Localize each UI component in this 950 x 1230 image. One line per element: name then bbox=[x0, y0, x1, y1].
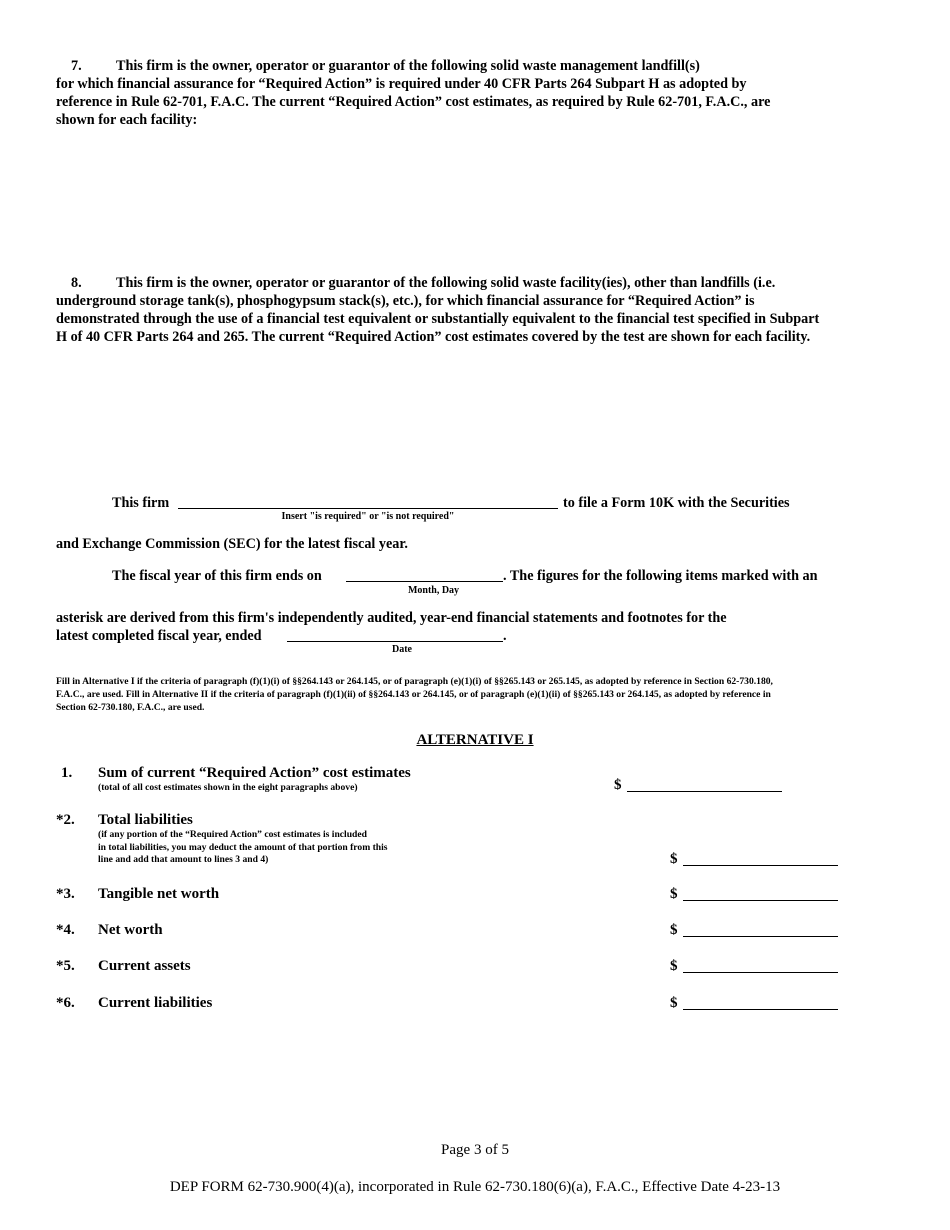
fiscal-year-line-2: asterisk are derived from this firm's independently audited, year-end financial statements and footnotes for the bbox=[56, 610, 727, 626]
paragraph-8 bbox=[56, 274, 916, 346]
item-1-amount-line[interactable] bbox=[627, 791, 782, 792]
paragraph-8-line-2: underground storage tank(s), phosphogypsum stack(s), etc.), for which financial assurance for “Required Action” is bbox=[56, 293, 755, 309]
paragraph-8-line-4: H of 40 CFR Parts 264 and 265. The current “Required Action” cost estimates covered by the test are shown for each facility. bbox=[56, 329, 811, 345]
item-1-note: (total of all cost estimates shown in the eight paragraphs above) bbox=[98, 782, 358, 793]
fiscal-year-suffix: . The figures for the following items marked with an bbox=[503, 568, 818, 584]
page-number: Page 3 of 5 bbox=[441, 1142, 509, 1158]
item-3-label: Tangible net worth bbox=[98, 886, 220, 902]
item-3-currency: $ bbox=[670, 886, 678, 902]
paragraph-7-number: 7. bbox=[71, 58, 82, 74]
paragraph-8-text: This firm is the owner, operator or guarantor of the following solid waste facility(ies), other than landfills (i.e. bbox=[116, 275, 776, 291]
paragraph-7-line-2: for which financial assurance for “Required Action” is required under 40 CFR Parts 264 Subpart H as adopted by bbox=[56, 76, 747, 92]
item-4-currency: $ bbox=[670, 922, 678, 938]
item-6-label: Current liabilities bbox=[98, 995, 213, 1011]
item-2-number: *2. bbox=[56, 812, 75, 828]
paragraph-7 bbox=[56, 57, 906, 129]
item-2-amount-line[interactable] bbox=[683, 865, 838, 866]
fiscal-year-date-caption: Date bbox=[392, 644, 412, 655]
instructions-line-2: F.A.C., are used. Fill in Alternative II if the criteria of paragraph (f)(1)(ii) of §§264.143 or 264.145, or of paragraph (e)(1)(ii) of §§265.143 or 264.145, as adopted by reference in bbox=[56, 689, 771, 700]
form-reference: DEP FORM 62-730.900(4)(a), incorporated in Rule 62-730.180(6)(a), F.A.C., Effective Date 4-23-13 bbox=[169, 1179, 781, 1195]
sec-filing-input-line[interactable] bbox=[178, 508, 558, 509]
item-2-note-line-3: line and add that amount to lines 3 and 4) bbox=[98, 854, 269, 865]
item-5-currency: $ bbox=[670, 958, 678, 974]
paragraph-8-first-line bbox=[56, 274, 916, 292]
item-2-label: Total liabilities bbox=[98, 812, 193, 828]
item-6-currency: $ bbox=[670, 995, 678, 1011]
sec-filing-prefix: This firm bbox=[112, 495, 170, 511]
item-6-amount-line[interactable] bbox=[683, 1009, 838, 1010]
item-3-number: *3. bbox=[56, 886, 75, 902]
fiscal-year-end-input-line[interactable] bbox=[346, 581, 503, 582]
fiscal-year-ended-date-line[interactable] bbox=[287, 641, 503, 642]
item-5-amount-line[interactable] bbox=[683, 972, 838, 973]
sec-filing-suffix: to file a Form 10K with the Securities bbox=[563, 495, 790, 511]
instructions-line-3: Section 62-730.180, F.A.C., are used. bbox=[56, 702, 205, 713]
paragraph-7-line-3: reference in Rule 62-701, F.A.C. The current “Required Action” cost estimates, as required by Rule 62-701, F.A.C., are bbox=[56, 94, 771, 110]
fiscal-year-prefix: The fiscal year of this firm ends on bbox=[112, 568, 322, 584]
paragraph-7-first-line bbox=[56, 57, 906, 75]
item-2-note-line-2: in total liabilities, you may deduct the amount of that portion from this bbox=[98, 841, 388, 853]
sec-filing-caption: Insert "is required" or "is not required" bbox=[281, 511, 455, 522]
sec-filing-continuation: and Exchange Commission (SEC) for the latest fiscal year. bbox=[56, 536, 408, 552]
instructions-line-1: Fill in Alternative I if the criteria of paragraph (f)(1)(i) of §§264.143 or 264.145, or of paragraph (e)(1)(i) of §§265.143 or 265.145, as adopted by reference in Section 62-730.180, bbox=[56, 676, 773, 687]
fiscal-year-line-3-prefix: latest completed fiscal year, ended bbox=[56, 628, 262, 644]
item-1-number: 1. bbox=[61, 765, 73, 781]
paragraph-8-line-3: demonstrated through the use of a financial test equivalent or substantially equivalent to the financial test specified in Subpart bbox=[56, 311, 820, 327]
alternative-instructions bbox=[56, 675, 916, 714]
item-3-amount-line[interactable] bbox=[683, 900, 838, 901]
item-6-number: *6. bbox=[56, 995, 75, 1011]
item-5-label: Current assets bbox=[98, 958, 191, 974]
item-4-number: *4. bbox=[56, 922, 75, 938]
fiscal-year-end-caption: Month, Day bbox=[407, 585, 460, 596]
item-2-currency: $ bbox=[670, 851, 678, 867]
paragraph-7-line-4: shown for each facility: bbox=[56, 112, 198, 128]
item-5-number: *5. bbox=[56, 958, 75, 974]
item-2-note bbox=[98, 829, 388, 867]
item-1-label: Sum of current “Required Action” cost estimates bbox=[98, 765, 411, 781]
item-4-amount-line[interactable] bbox=[683, 936, 838, 937]
paragraph-8-number: 8. bbox=[71, 275, 82, 291]
item-2-note-line-1: (if any portion of the “Required Action” cost estimates is included bbox=[98, 829, 367, 840]
fiscal-year-line-3-suffix: . bbox=[503, 628, 507, 644]
item-4-label: Net worth bbox=[98, 922, 163, 938]
item-1-currency: $ bbox=[614, 777, 622, 793]
alternative-heading: ALTERNATIVE I bbox=[416, 732, 534, 748]
paragraph-7-text: This firm is the owner, operator or guarantor of the following solid waste management landfill(s) bbox=[116, 58, 700, 74]
